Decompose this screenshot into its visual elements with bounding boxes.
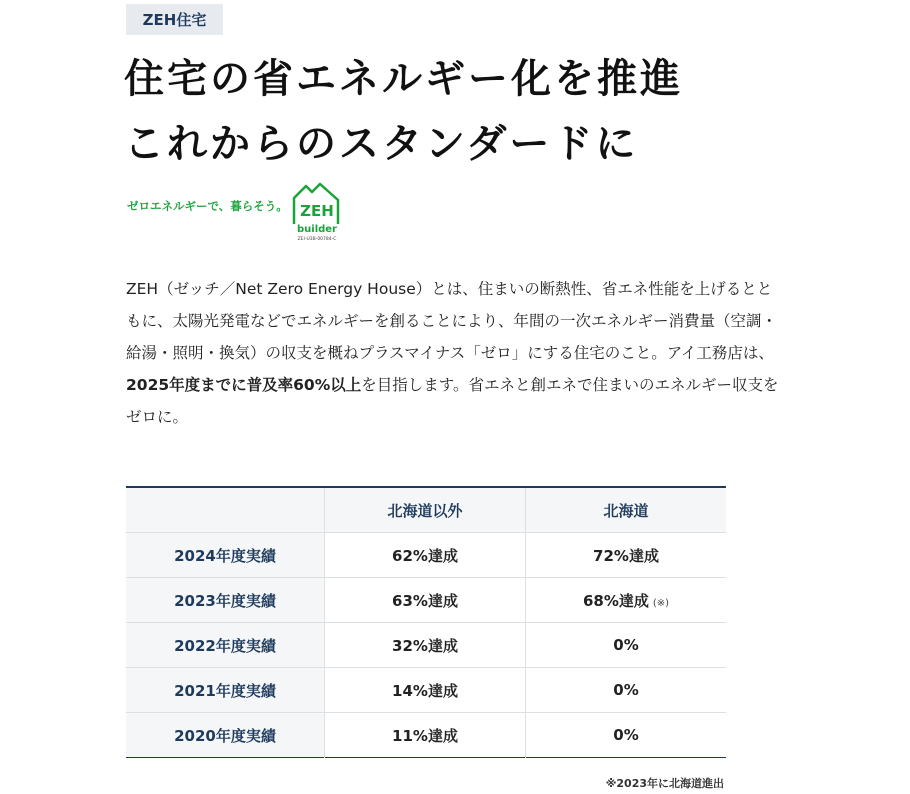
row-hokkaido-value: 0% xyxy=(613,681,639,699)
row-hokkaido-cell xyxy=(526,713,727,758)
zeh-builder-logo-icon xyxy=(290,180,344,242)
row-outside-hokkaido-value: 32%達成 xyxy=(325,623,526,668)
category-tag: ZEH住宅 xyxy=(126,4,223,35)
table-row xyxy=(126,533,726,578)
page-title-line-1: 住宅の省エネルギー化を推進 xyxy=(124,56,683,102)
zeh-slogan: ゼロエネルギーで、暮らそう。 xyxy=(127,199,288,213)
zeh-results-table xyxy=(126,486,726,758)
row-year: 2021年度実績 xyxy=(126,668,325,713)
table-header-hokkaido: 北海道 xyxy=(526,487,727,533)
row-hokkaido-value: 0% xyxy=(613,726,639,744)
zeh-logo-id: ZEI-U3B-00784-C xyxy=(297,237,337,242)
row-year: 2022年度実績 xyxy=(126,623,325,668)
row-year: 2023年度実績 xyxy=(126,578,325,623)
table-header-outside-hokkaido: 北海道以外 xyxy=(325,487,526,533)
row-hokkaido-cell xyxy=(526,623,727,668)
description-part-1: ZEH（ゼッチ／Net Zero Energy House）とは、住まいの断熱性、省エネ性能を上げるとともに、太陽光発電などでエネルギーを創ることにより、年間の一次エネルギー消費量（空調・給湯・照明・換気）の収支を概ねプラスマイナス「ゼロ」にする住宅のこと。アイ工務店は、 xyxy=(126,280,778,362)
row-year: 2020年度実績 xyxy=(126,713,325,758)
row-year: 2024年度実績 xyxy=(126,533,325,578)
row-outside-hokkaido-value: 11%達成 xyxy=(325,713,526,758)
table-header-row xyxy=(126,487,726,533)
table-footnote: ※2023年に北海道進出 xyxy=(605,777,724,790)
row-outside-hokkaido-value: 14%達成 xyxy=(325,668,526,713)
row-outside-hokkaido-value: 62%達成 xyxy=(325,533,526,578)
row-hokkaido-value: 72%達成 xyxy=(593,546,659,565)
description-goal: 2025年度までに普及率60%以上 xyxy=(126,376,362,394)
row-hokkaido-cell xyxy=(526,533,727,578)
zeh-logo-sub: builder xyxy=(296,224,338,235)
row-hokkaido-value: 68%達成 xyxy=(582,591,649,610)
row-note-mark: (※) xyxy=(652,597,670,609)
zeh-builder-badge xyxy=(127,180,367,242)
row-outside-hokkaido-value: 63%達成 xyxy=(325,578,526,623)
page-title-line-2: これからのスタンダードに xyxy=(124,121,639,167)
zeh-logo-text: ZEH xyxy=(300,202,334,220)
row-hokkaido-value: 0% xyxy=(613,636,639,654)
zeh-description xyxy=(126,273,786,433)
row-hokkaido-cell xyxy=(526,668,727,713)
row-hokkaido-cell xyxy=(526,578,727,623)
table-header-empty xyxy=(126,487,325,533)
table-row xyxy=(126,668,726,713)
table-row xyxy=(126,713,726,758)
table-row xyxy=(126,578,726,623)
description-part-2: を目指します。省エネと創エネで住まいのエネルギー収支をゼロに。 xyxy=(126,376,779,426)
table-row xyxy=(126,623,726,668)
